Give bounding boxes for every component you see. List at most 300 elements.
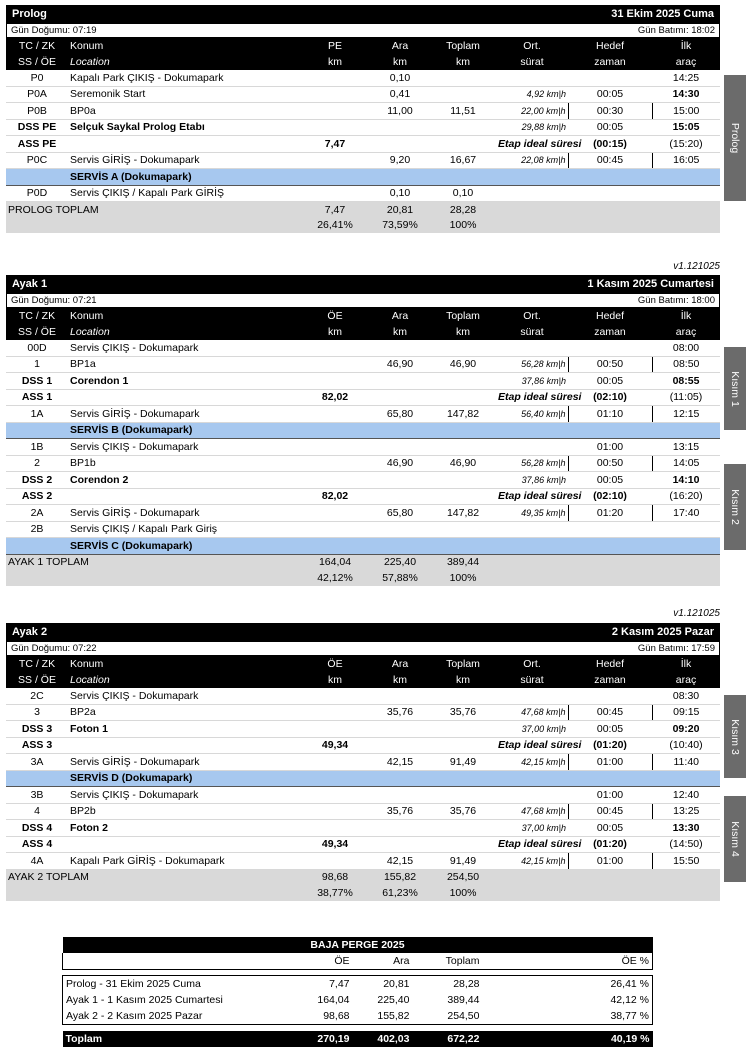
row-tc: 2 bbox=[6, 455, 68, 472]
total-pe: 7,47 bbox=[300, 202, 370, 218]
row-hedef bbox=[568, 521, 652, 538]
header-pe: ÖE bbox=[300, 308, 370, 324]
row-hedef bbox=[568, 340, 652, 356]
ayak1-table bbox=[6, 308, 720, 586]
table-row bbox=[6, 505, 720, 522]
row-pe bbox=[300, 853, 370, 870]
row-pe bbox=[300, 704, 370, 721]
row-ilk: 14:05 bbox=[652, 455, 720, 472]
row-ilk: 08:50 bbox=[652, 356, 720, 373]
pct-toplam: 100% bbox=[430, 570, 496, 586]
row-hedef: (01:20) bbox=[568, 836, 652, 853]
row-tc: ASS 4 bbox=[6, 836, 68, 853]
summary-row-ara: 155,82 bbox=[377, 1010, 410, 1022]
section-date: 1 Kasım 2025 Cumartesi bbox=[587, 278, 714, 290]
row-ara bbox=[370, 340, 430, 356]
row-ara: 0,10 bbox=[370, 185, 430, 202]
header-konum: Konum bbox=[68, 38, 300, 54]
row-konum: Servis GİRİŞ - Dokumapark bbox=[68, 505, 300, 522]
row-tc: DSS 1 bbox=[6, 373, 68, 390]
row-toplam: 35,76 bbox=[430, 803, 496, 820]
row-pe bbox=[300, 455, 370, 472]
row-hedef: 00:05 bbox=[568, 119, 652, 136]
header-pe-unit: km bbox=[300, 54, 370, 70]
row-ort: 56,28 km|h bbox=[496, 455, 568, 472]
row-tc: P0 bbox=[6, 70, 68, 86]
row-konum: Servis GİRİŞ - Dokumapark bbox=[68, 754, 300, 771]
header-hedef: Hedef bbox=[568, 38, 652, 54]
row-ilk: 12:15 bbox=[652, 406, 720, 423]
row-ara: 11,00 bbox=[370, 103, 430, 120]
section-title: Prolog bbox=[12, 8, 47, 20]
row-pe: 82,02 bbox=[300, 389, 370, 406]
row-konum bbox=[68, 836, 300, 853]
row-ilk: 14:10 bbox=[652, 472, 720, 489]
row-toplam bbox=[430, 340, 496, 356]
pct-toplam: 100% bbox=[430, 885, 496, 901]
servis-row bbox=[6, 169, 720, 186]
row-pe bbox=[300, 803, 370, 820]
row-hedef: 01:20 bbox=[568, 505, 652, 522]
row-pe bbox=[300, 356, 370, 373]
row-konum: Servis ÇIKIŞ - Dokumapark bbox=[68, 439, 300, 456]
row-konum: Servis ÇIKIŞ / Kapalı Park Giriş bbox=[68, 521, 300, 538]
row-konum: Kapalı Park ÇIKIŞ - Dokumapark bbox=[68, 70, 300, 86]
row-ara bbox=[370, 836, 430, 853]
header-ara-unit: km bbox=[370, 324, 430, 340]
summary-table bbox=[62, 937, 653, 1047]
row-toplam bbox=[430, 737, 496, 754]
summary-total-pct: 40,19 % bbox=[610, 1033, 650, 1045]
header-ilk: İlk bbox=[652, 38, 720, 54]
header-pe-unit: km bbox=[300, 672, 370, 688]
row-hedef bbox=[568, 688, 652, 704]
row-ort: 47,68 km|h bbox=[496, 704, 568, 721]
row-pe: 82,02 bbox=[300, 488, 370, 505]
servis-row bbox=[6, 538, 720, 555]
row-pe bbox=[300, 373, 370, 390]
row-hedef: 01:00 bbox=[568, 439, 652, 456]
total-toplam: 28,28 bbox=[430, 202, 496, 218]
table-header-row bbox=[6, 324, 720, 340]
ayak2-section bbox=[6, 623, 720, 901]
row-ort: Etap ideal süresi bbox=[496, 737, 568, 754]
row-konum: Corendon 1 bbox=[68, 373, 300, 390]
table-row bbox=[6, 721, 720, 738]
table-row bbox=[6, 356, 720, 373]
row-ara: 42,15 bbox=[370, 853, 430, 870]
row-ara bbox=[370, 737, 430, 754]
summary-row-label: Ayak 1 - 1 Kasım 2025 Cumartesi bbox=[66, 994, 223, 1006]
row-konum: BP2b bbox=[68, 803, 300, 820]
header-ss: SS / ÖE bbox=[6, 672, 68, 688]
ayak1-section bbox=[6, 275, 720, 586]
header-toplam-unit: km bbox=[430, 54, 496, 70]
row-ilk: 13:25 bbox=[652, 803, 720, 820]
header-tc: TC / ZK bbox=[6, 308, 68, 324]
row-hedef: (02:10) bbox=[568, 488, 652, 505]
header-toplam: Toplam bbox=[430, 656, 496, 672]
row-pe bbox=[300, 688, 370, 704]
row-ilk: (14:50) bbox=[652, 836, 720, 853]
total-ara: 20,81 bbox=[370, 202, 430, 218]
version-label: v1.121025 bbox=[673, 261, 720, 272]
header-ss: SS / ÖE bbox=[6, 324, 68, 340]
row-konum: Foton 1 bbox=[68, 721, 300, 738]
row-konum bbox=[68, 136, 300, 153]
table-row bbox=[6, 86, 720, 103]
row-ara bbox=[370, 787, 430, 804]
header-ara-unit: km bbox=[370, 54, 430, 70]
section-date: 2 Kasım 2025 Pazar bbox=[611, 626, 714, 638]
row-pe bbox=[300, 505, 370, 522]
row-ilk: (16:20) bbox=[652, 488, 720, 505]
row-hedef: 00:05 bbox=[568, 86, 652, 103]
ayak2-table bbox=[6, 656, 720, 901]
row-ara: 42,15 bbox=[370, 754, 430, 771]
row-tc: P0D bbox=[6, 185, 68, 202]
total-label: AYAK 2 TOPLAM bbox=[6, 869, 300, 885]
row-hedef: 01:00 bbox=[568, 787, 652, 804]
row-hedef: (01:20) bbox=[568, 737, 652, 754]
row-ort bbox=[496, 340, 568, 356]
pct-ara: 61,23% bbox=[370, 885, 430, 901]
row-ilk: 09:15 bbox=[652, 704, 720, 721]
row-ort: Etap ideal süresi bbox=[496, 136, 568, 153]
row-konum: Servis ÇIKIŞ - Dokumapark bbox=[68, 688, 300, 704]
row-ort: Etap ideal süresi bbox=[496, 836, 568, 853]
header-toplam-unit: km bbox=[430, 672, 496, 688]
row-hedef: 00:45 bbox=[568, 704, 652, 721]
header-ilk-unit: araç bbox=[652, 54, 720, 70]
row-hedef: 01:10 bbox=[568, 406, 652, 423]
row-hedef: (02:10) bbox=[568, 389, 652, 406]
table-row bbox=[6, 455, 720, 472]
row-ilk: 13:30 bbox=[652, 820, 720, 837]
row-hedef: 00:50 bbox=[568, 455, 652, 472]
table-row bbox=[6, 787, 720, 804]
header-toplam-unit: km bbox=[430, 324, 496, 340]
row-tc: 2B bbox=[6, 521, 68, 538]
row-toplam: 35,76 bbox=[430, 704, 496, 721]
row-toplam: 46,90 bbox=[430, 356, 496, 373]
row-pe bbox=[300, 185, 370, 202]
row-hedef: 00:05 bbox=[568, 373, 652, 390]
row-ilk: (15:20) bbox=[652, 136, 720, 153]
row-ilk: 08:55 bbox=[652, 373, 720, 390]
table-row bbox=[6, 136, 720, 153]
header-location: Location bbox=[68, 54, 300, 70]
percent-row bbox=[6, 570, 720, 586]
row-tc: P0B bbox=[6, 103, 68, 120]
header-ort: Ort. bbox=[496, 38, 568, 54]
table-row bbox=[6, 521, 720, 538]
row-konum: Seremonik Start bbox=[68, 86, 300, 103]
row-konum: Servis ÇIKIŞ - Dokumapark bbox=[68, 787, 300, 804]
row-tc: 4 bbox=[6, 803, 68, 820]
row-ort: 47,68 km|h bbox=[496, 803, 568, 820]
row-pe bbox=[300, 152, 370, 169]
row-hedef: 00:05 bbox=[568, 721, 652, 738]
row-ara: 0,41 bbox=[370, 86, 430, 103]
table-row bbox=[6, 373, 720, 390]
row-toplam bbox=[430, 820, 496, 837]
row-hedef: 00:45 bbox=[568, 152, 652, 169]
row-konum: Servis GİRİŞ - Dokumapark bbox=[68, 152, 300, 169]
header-ilk-unit: araç bbox=[652, 324, 720, 340]
row-konum: Servis GİRİŞ - Dokumapark bbox=[68, 406, 300, 423]
row-konum: BP2a bbox=[68, 704, 300, 721]
header-pe: PE bbox=[300, 38, 370, 54]
prolog-title-bar bbox=[6, 5, 720, 23]
table-row bbox=[6, 389, 720, 406]
row-toplam bbox=[430, 389, 496, 406]
row-toplam: 0,10 bbox=[430, 185, 496, 202]
row-tc: 2C bbox=[6, 688, 68, 704]
header-pe-unit: km bbox=[300, 324, 370, 340]
servis-row bbox=[6, 422, 720, 439]
pct-pe: 38,77% bbox=[300, 885, 370, 901]
row-tc: P0A bbox=[6, 86, 68, 103]
row-hedef bbox=[568, 70, 652, 86]
table-row bbox=[6, 853, 720, 870]
row-konum: Corendon 2 bbox=[68, 472, 300, 489]
row-toplam: 16,67 bbox=[430, 152, 496, 169]
row-hedef: 00:45 bbox=[568, 803, 652, 820]
pct-ara: 57,88% bbox=[370, 570, 430, 586]
sunrise: Gün Doğumu: 07:19 bbox=[11, 25, 97, 36]
row-tc: 4A bbox=[6, 853, 68, 870]
summary-total-ara: 402,03 bbox=[377, 1033, 410, 1045]
header-ilk-unit: araç bbox=[652, 672, 720, 688]
row-pe bbox=[300, 103, 370, 120]
header-hedef: Hedef bbox=[568, 656, 652, 672]
header-ort: Ort. bbox=[496, 308, 568, 324]
row-hedef bbox=[568, 185, 652, 202]
row-pe bbox=[300, 521, 370, 538]
header-hedef-unit: zaman bbox=[568, 672, 652, 688]
row-pe bbox=[300, 340, 370, 356]
summary-row-oe: 164,04 bbox=[317, 994, 350, 1006]
percent-row bbox=[6, 885, 720, 901]
version-label: v1.121025 bbox=[673, 608, 720, 619]
row-tc: 1 bbox=[6, 356, 68, 373]
row-toplam bbox=[430, 836, 496, 853]
row-konum bbox=[68, 389, 300, 406]
row-ara bbox=[370, 136, 430, 153]
header-ilk: İlk bbox=[652, 656, 720, 672]
summary-row bbox=[63, 992, 653, 1008]
row-tc: 1A bbox=[6, 406, 68, 423]
row-pe bbox=[300, 70, 370, 86]
row-tc: 1B bbox=[6, 439, 68, 456]
header-ort: Ort. bbox=[496, 656, 568, 672]
row-tc: ASS 3 bbox=[6, 737, 68, 754]
sunset: Gün Batımı: 18:02 bbox=[637, 25, 715, 36]
row-ort bbox=[496, 185, 568, 202]
pct-toplam: 100% bbox=[430, 218, 496, 234]
row-pe: 49,34 bbox=[300, 836, 370, 853]
row-ara: 65,80 bbox=[370, 505, 430, 522]
row-ilk: (10:40) bbox=[652, 737, 720, 754]
row-ilk: 08:00 bbox=[652, 340, 720, 356]
row-tc: ASS 2 bbox=[6, 488, 68, 505]
row-ilk bbox=[652, 521, 720, 538]
summary-col-oe: ÖE bbox=[334, 955, 350, 967]
total-ara: 225,40 bbox=[370, 554, 430, 570]
sunset: Gün Batımı: 17:59 bbox=[637, 643, 715, 654]
table-row bbox=[6, 340, 720, 356]
table-header-row bbox=[6, 308, 720, 324]
row-ara bbox=[370, 721, 430, 738]
header-hedef: Hedef bbox=[568, 308, 652, 324]
kisim1-side-label: Kısım 1 bbox=[724, 347, 746, 430]
header-hedef-unit: zaman bbox=[568, 324, 652, 340]
ayak2-title-bar bbox=[6, 623, 720, 641]
row-ilk: 09:20 bbox=[652, 721, 720, 738]
pct-ara: 73,59% bbox=[370, 218, 430, 234]
summary-col-ara: Ara bbox=[393, 955, 410, 967]
row-ort bbox=[496, 70, 568, 86]
header-konum: Konum bbox=[68, 656, 300, 672]
header-location: Location bbox=[68, 324, 300, 340]
row-ilk: (11:05) bbox=[652, 389, 720, 406]
row-konum: Foton 2 bbox=[68, 820, 300, 837]
sunrise: Gün Doğumu: 07:21 bbox=[11, 295, 97, 306]
row-ort bbox=[496, 439, 568, 456]
summary-row bbox=[63, 1008, 653, 1025]
row-ara bbox=[370, 119, 430, 136]
table-header-row bbox=[6, 672, 720, 688]
row-ara: 46,90 bbox=[370, 356, 430, 373]
total-row bbox=[6, 554, 720, 570]
row-ara bbox=[370, 472, 430, 489]
row-ort bbox=[496, 688, 568, 704]
summary-total-toplam: 672,22 bbox=[447, 1033, 480, 1045]
header-ort-unit: sürat bbox=[496, 54, 568, 70]
table-row bbox=[6, 472, 720, 489]
row-konum: BP1a bbox=[68, 356, 300, 373]
header-pe: ÖE bbox=[300, 656, 370, 672]
row-tc: DSS 4 bbox=[6, 820, 68, 837]
row-ilk bbox=[652, 185, 720, 202]
row-ort: 56,28 km|h bbox=[496, 356, 568, 373]
row-ara bbox=[370, 521, 430, 538]
row-toplam: 46,90 bbox=[430, 455, 496, 472]
header-tc: TC / ZK bbox=[6, 656, 68, 672]
row-ilk: 13:15 bbox=[652, 439, 720, 456]
row-ara: 9,20 bbox=[370, 152, 430, 169]
summary-row-ara: 225,40 bbox=[377, 994, 410, 1006]
row-toplam bbox=[430, 521, 496, 538]
table-row bbox=[6, 754, 720, 771]
table-row bbox=[6, 836, 720, 853]
total-toplam: 389,44 bbox=[430, 554, 496, 570]
kisim4-side-label: Kısım 4 bbox=[724, 796, 746, 882]
header-ilk: İlk bbox=[652, 308, 720, 324]
row-pe: 7,47 bbox=[300, 136, 370, 153]
row-toplam bbox=[430, 688, 496, 704]
row-pe: 49,34 bbox=[300, 737, 370, 754]
row-toplam bbox=[430, 136, 496, 153]
row-ort: 22,08 km|h bbox=[496, 152, 568, 169]
row-konum bbox=[68, 737, 300, 754]
row-ort bbox=[496, 521, 568, 538]
row-pe bbox=[300, 787, 370, 804]
row-hedef: (00:15) bbox=[568, 136, 652, 153]
row-pe bbox=[300, 754, 370, 771]
summary-col-toplam: Toplam bbox=[445, 955, 480, 967]
row-ort: 49,35 km|h bbox=[496, 505, 568, 522]
header-toplam: Toplam bbox=[430, 38, 496, 54]
total-row bbox=[6, 202, 720, 218]
row-toplam: 147,82 bbox=[430, 505, 496, 522]
row-toplam: 147,82 bbox=[430, 406, 496, 423]
header-location: Location bbox=[68, 672, 300, 688]
total-pe: 98,68 bbox=[300, 869, 370, 885]
summary-row-pct: 38,77 % bbox=[610, 1010, 649, 1022]
row-ara bbox=[370, 688, 430, 704]
row-hedef: 00:30 bbox=[568, 103, 652, 120]
row-konum bbox=[68, 488, 300, 505]
summary-row-toplam: 28,28 bbox=[453, 978, 480, 990]
row-tc: 00D bbox=[6, 340, 68, 356]
row-tc: ASS PE bbox=[6, 136, 68, 153]
row-ara bbox=[370, 820, 430, 837]
summary-row-toplam: 254,50 bbox=[447, 1010, 480, 1022]
total-label: PROLOG TOPLAM bbox=[6, 202, 300, 218]
table-row bbox=[6, 688, 720, 704]
row-konum: Servis ÇIKIŞ / Kapalı Park GİRİŞ bbox=[68, 185, 300, 202]
row-ort: 37,00 km|h bbox=[496, 820, 568, 837]
kisim3-side-label: Kısım 3 bbox=[724, 695, 746, 778]
row-konum: Servis ÇIKIŞ - Dokumapark bbox=[68, 340, 300, 356]
servis-label: SERVİS A (Dokumapark) bbox=[68, 169, 720, 186]
header-ort-unit: sürat bbox=[496, 324, 568, 340]
row-ilk: 16:05 bbox=[652, 152, 720, 169]
row-ara bbox=[370, 373, 430, 390]
summary-total-oe: 270,19 bbox=[317, 1033, 350, 1045]
row-tc: DSS 3 bbox=[6, 721, 68, 738]
row-ort: Etap ideal süresi bbox=[496, 488, 568, 505]
total-pe: 164,04 bbox=[300, 554, 370, 570]
row-pe bbox=[300, 119, 370, 136]
row-tc: 3A bbox=[6, 754, 68, 771]
row-ilk: 15:00 bbox=[652, 103, 720, 120]
row-toplam bbox=[430, 472, 496, 489]
section-title: Ayak 1 bbox=[12, 278, 48, 290]
table-row bbox=[6, 488, 720, 505]
header-ara-unit: km bbox=[370, 672, 430, 688]
table-row bbox=[6, 152, 720, 169]
sunset: Gün Batımı: 18:00 bbox=[637, 295, 715, 306]
row-ara bbox=[370, 488, 430, 505]
total-toplam: 254,50 bbox=[430, 869, 496, 885]
servis-label: SERVİS C (Dokumapark) bbox=[68, 538, 720, 555]
header-hedef-unit: zaman bbox=[568, 54, 652, 70]
summary-row-pct: 26,41 % bbox=[610, 978, 649, 990]
row-ilk: 12:40 bbox=[652, 787, 720, 804]
row-ort: 42,15 km|h bbox=[496, 754, 568, 771]
table-row bbox=[6, 820, 720, 837]
row-pe bbox=[300, 820, 370, 837]
table-row bbox=[6, 439, 720, 456]
row-ilk: 14:30 bbox=[652, 86, 720, 103]
header-ara: Ara bbox=[370, 308, 430, 324]
row-toplam bbox=[430, 86, 496, 103]
row-ort: 29,88 km|h bbox=[496, 119, 568, 136]
row-toplam bbox=[430, 787, 496, 804]
